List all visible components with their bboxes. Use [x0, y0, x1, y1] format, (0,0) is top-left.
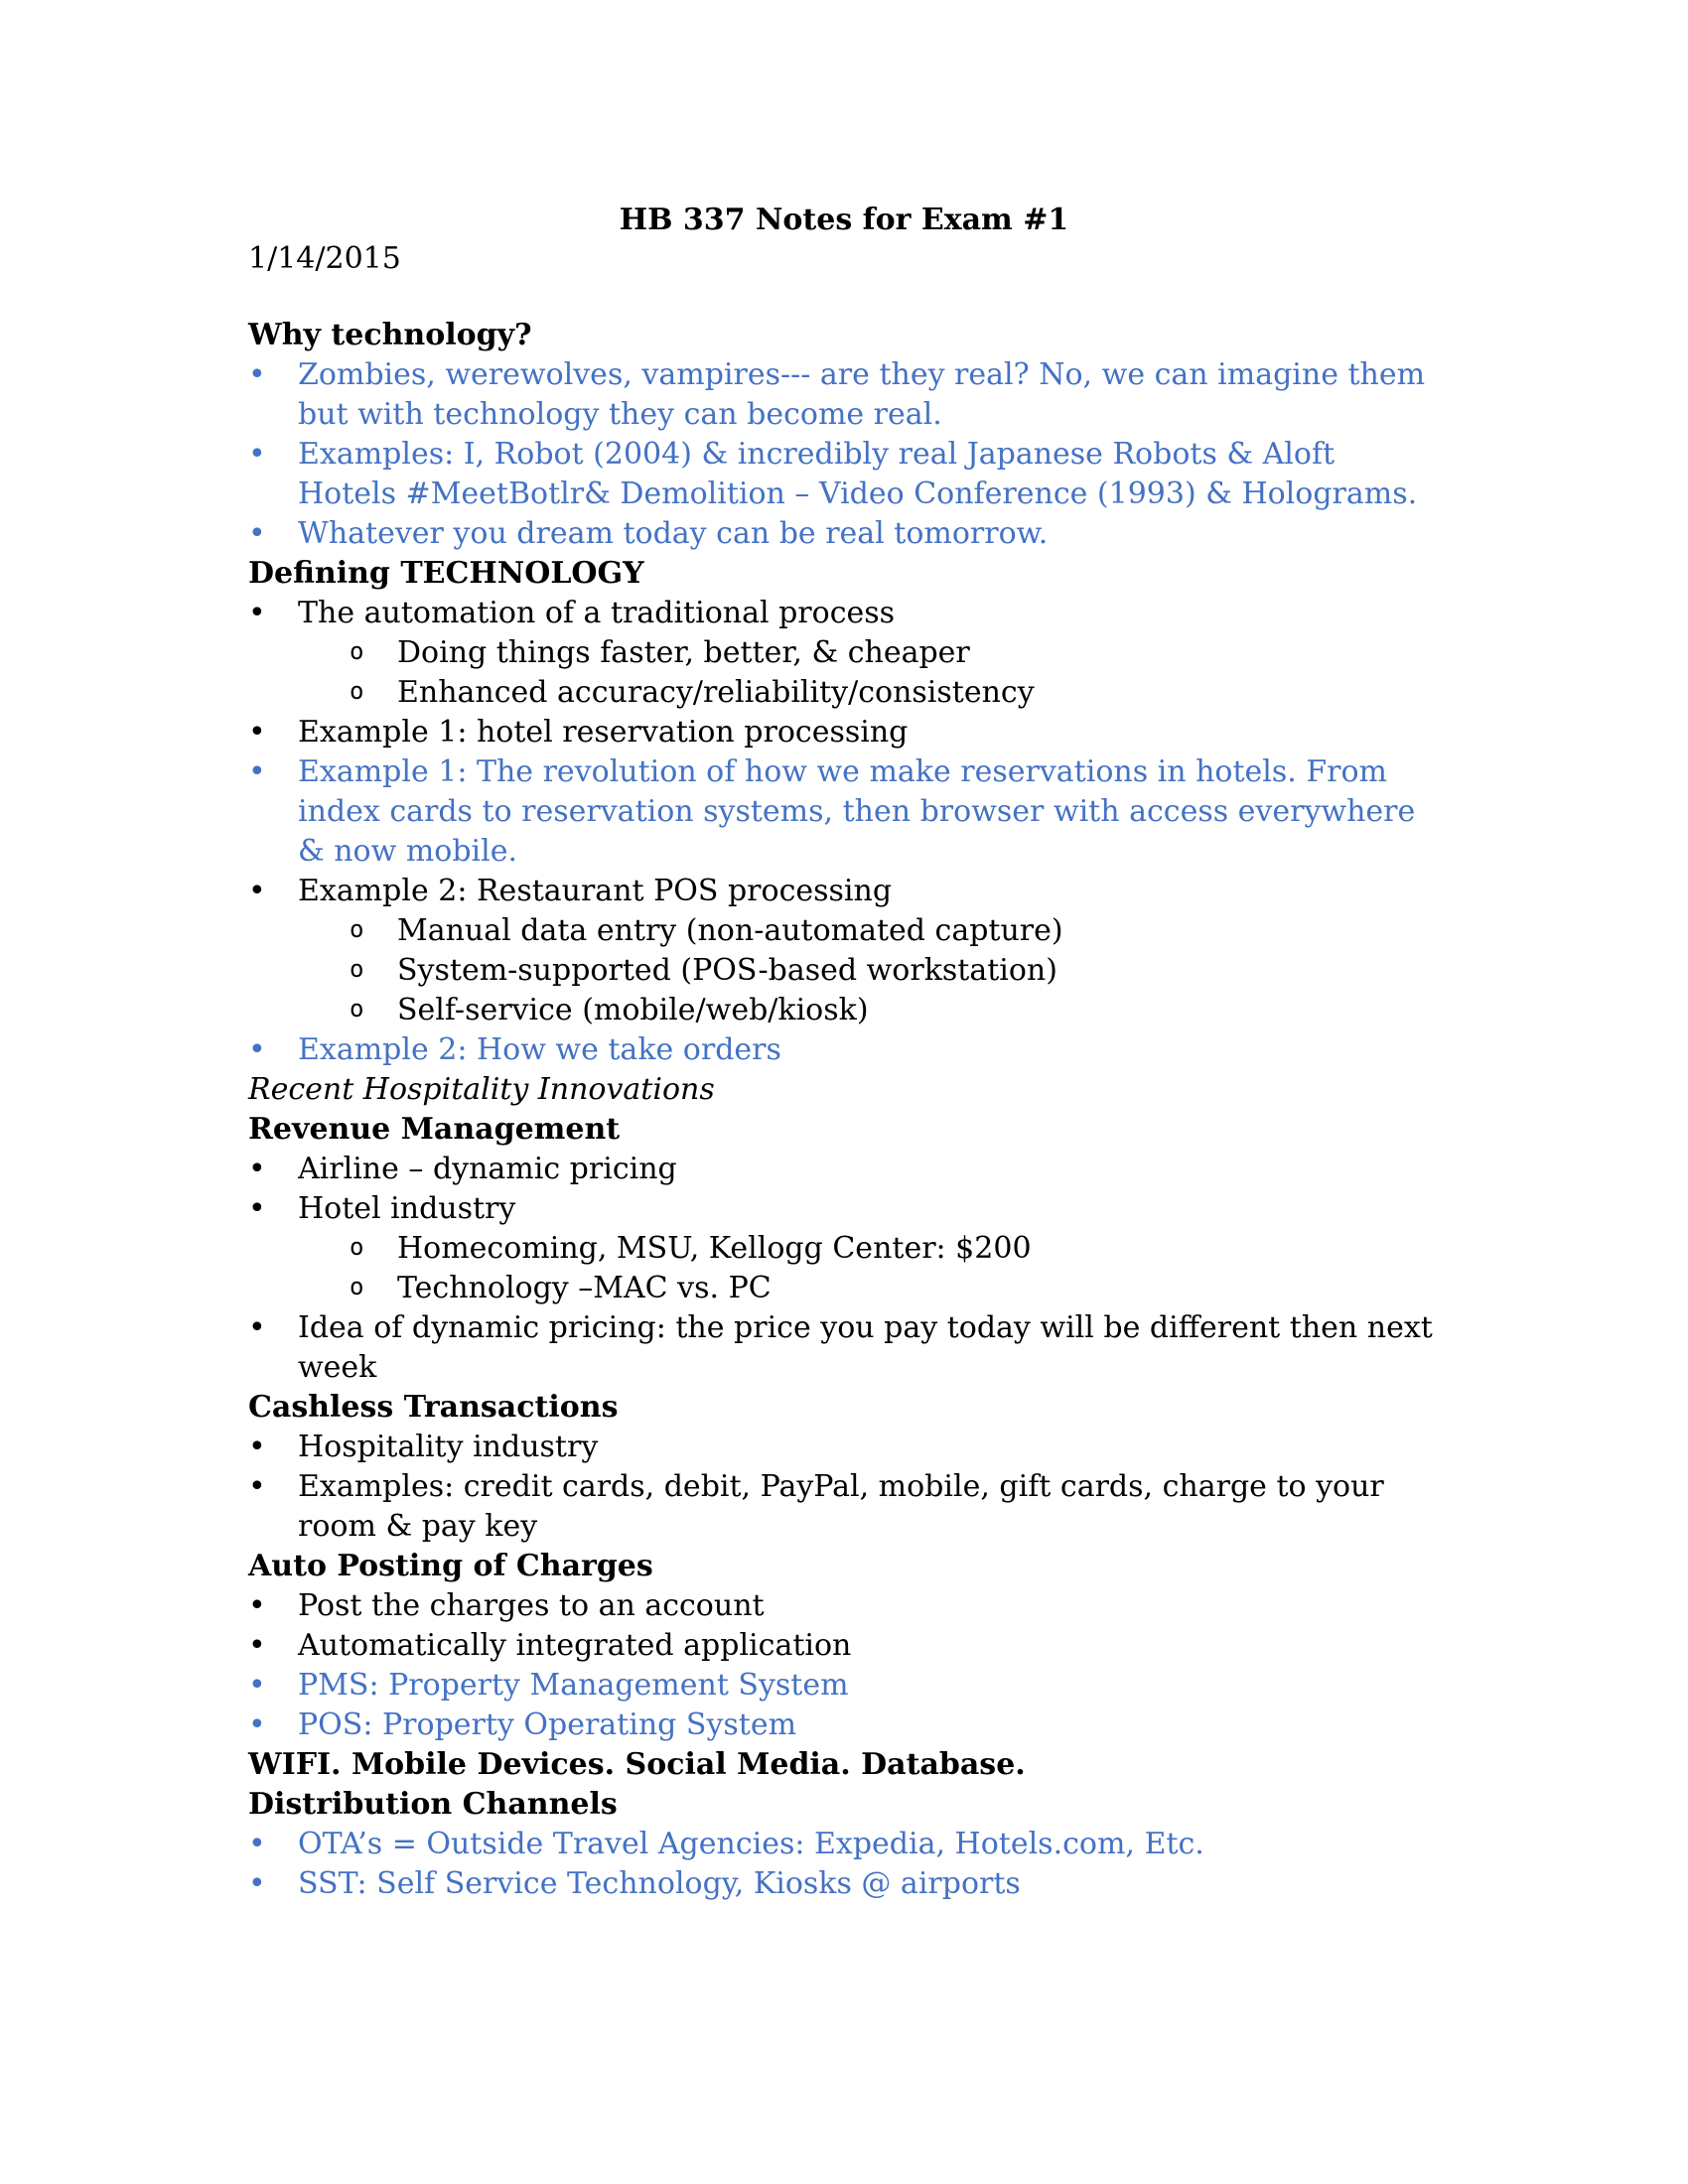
section-heading-defining: Defining TECHNOLOGY — [248, 556, 644, 591]
list-item: • Example 2: Restaurant POS processing — [248, 872, 1440, 911]
list-item: • Airline – dynamic pricing — [248, 1150, 1440, 1189]
auto-posting-list — [248, 1586, 1440, 1745]
list-item: • Example 1: hotel reservation processing — [248, 713, 1440, 752]
list-item: • POS: Property Operating System — [248, 1706, 1440, 1745]
notes-content — [248, 316, 1440, 1904]
list-item: • SST: Self Service Technology, Kiosks @ airports — [248, 1864, 1440, 1904]
sub-list-item: o Self-service (mobile/web/kiosk) — [248, 991, 1440, 1030]
section-heading-wifi: WIFI. Mobile Devices. Social Media. Database. — [248, 1747, 1026, 1782]
why-list — [248, 355, 1440, 554]
sub-list-item: o System-supported (POS-based workstation) — [248, 951, 1440, 991]
list-item: • Automatically integrated application — [248, 1626, 1440, 1666]
subheading-recent-innovations: Recent Hospitality Innovations — [248, 1072, 715, 1107]
list-item: • Idea of dynamic pricing: the price you pay today will be different then next week — [248, 1308, 1440, 1388]
sub-list-item: o Manual data entry (non-automated capture) — [248, 911, 1440, 951]
defining-list — [248, 594, 1440, 1070]
list-item: • Example 1: The revolution of how we make reservations in hotels. From index cards to reservation systems, then browser with access everywhere & now mobile. — [248, 752, 1440, 872]
revenue-list — [248, 1150, 1440, 1388]
sub-list-item: o Enhanced accuracy/reliability/consistency — [248, 673, 1440, 713]
section-heading-auto-posting: Auto Posting of Charges — [248, 1549, 653, 1583]
section-heading-distribution: Distribution Channels — [248, 1787, 618, 1822]
section-heading-cashless: Cashless Transactions — [248, 1390, 619, 1425]
list-item: • Examples: credit cards, debit, PayPal, mobile, gift cards, charge to your room & pay key — [248, 1467, 1440, 1547]
section-heading-why: Why technology? — [248, 318, 532, 352]
list-item: • Whatever you dream today can be real tomorrow. — [248, 514, 1440, 554]
page-title: HB 337 Notes for Exam #1 — [619, 203, 1069, 237]
list-item: • PMS: Property Management System — [248, 1666, 1440, 1706]
date: 1/14/2015 — [248, 241, 401, 276]
list-item: • Zombies, werewolves, vampires--- are they real? No, we can imagine them but with technology they can become real. — [248, 355, 1440, 435]
sub-list-item: o Homecoming, MSU, Kellogg Center: $200 — [248, 1229, 1440, 1269]
sub-list-item: o Doing things faster, better, & cheaper — [248, 633, 1440, 673]
list-item: • Hotel industry — [248, 1189, 1440, 1229]
list-item: • Post the charges to an account — [248, 1586, 1440, 1626]
list-item: • OTA’s = Outside Travel Agencies: Expedia, Hotels.com, Etc. — [248, 1825, 1440, 1864]
distribution-list — [248, 1825, 1440, 1904]
cashless-list — [248, 1428, 1440, 1547]
sub-list-item: o Technology –MAC vs. PC — [248, 1269, 1440, 1308]
list-item: • Example 2: How we take orders — [248, 1030, 1440, 1070]
list-item: • Examples: I, Robot (2004) & incredibly real Japanese Robots & Aloft Hotels #MeetBotlr& Demolition – Video Conference (1993) & Holograms. — [248, 435, 1440, 514]
list-item: • Hospitality industry — [248, 1428, 1440, 1467]
section-heading-revenue: Revenue Management — [248, 1112, 621, 1147]
list-item: • The automation of a traditional process — [248, 594, 1440, 633]
